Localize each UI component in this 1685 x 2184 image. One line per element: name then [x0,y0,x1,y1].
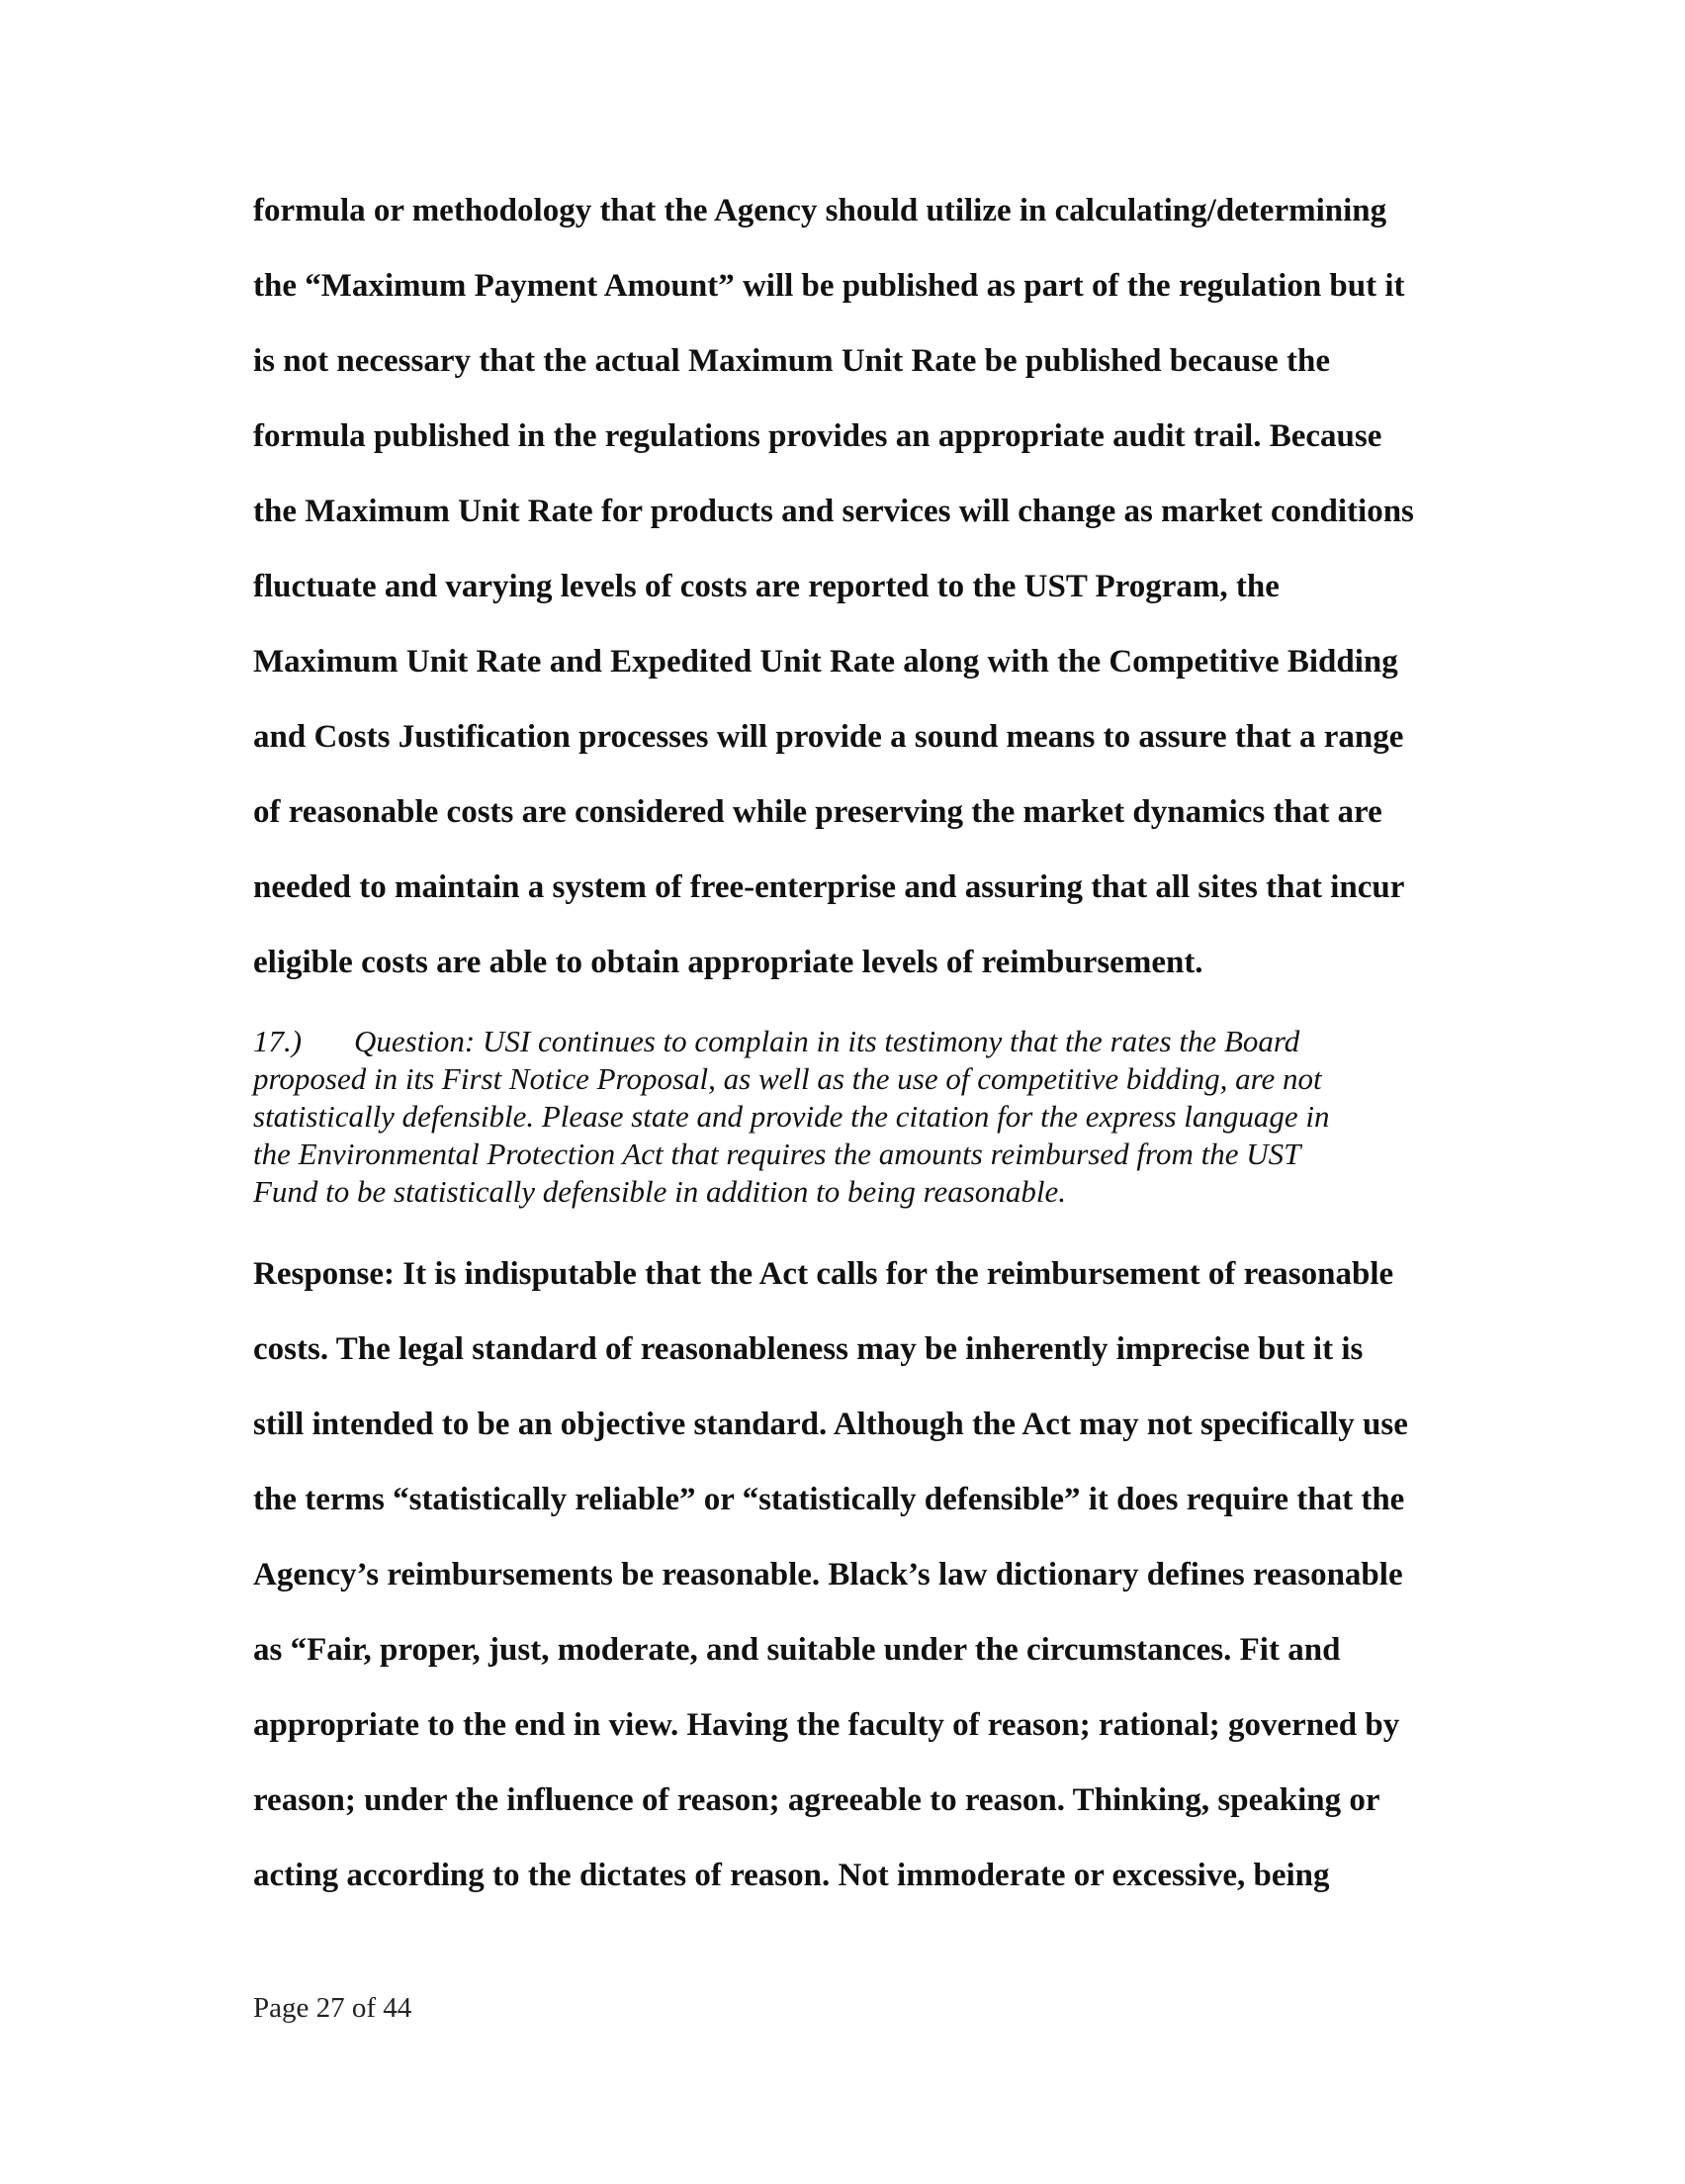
response-line: still intended to be an objective standard. Although the Act may not specifically use [253,1407,1408,1442]
question-line: the Environmental Protection Act that requires the amounts reimbursed from the UST [253,1137,1301,1171]
response-line: acting according to the dictates of reason. Not immoderate or excessive, being [253,1858,1330,1893]
question-line: statistically defensible. Please state and provide the citation for the express language in [253,1099,1330,1134]
question-first-line [253,1023,1440,1060]
response-line: reason; under the influence of reason; agreeable to reason. Thinking, speaking or [253,1782,1380,1818]
response-line: costs. The legal standard of reasonableness may be inherently imprecise but it is [253,1331,1364,1367]
response-line: as “Fair, proper, just, moderate, and suitable under the circumstances. Fit and [253,1632,1341,1668]
paragraph-line: needed to maintain a system of free-enterprise and assuring that all sites that incur [253,869,1405,905]
paragraph-line: formula published in the regulations provides an appropriate audit trail. Because [253,418,1382,454]
response-line: the terms “statistically reliable” or “statistically defensible” it does require that the [253,1482,1405,1517]
response-line: appropriate to the end in view. Having the faculty of reason; rational; governed by [253,1707,1400,1743]
paragraph-line: fluctuate and varying levels of costs are reported to the UST Program, the [253,569,1280,604]
response-line: Agency’s reimbursements be reasonable. Black’s law dictionary defines reasonable [253,1557,1403,1592]
question-block [253,1023,1440,1211]
response-line: Response: It is indisputable that the Act calls for the reimbursement of reasonable [253,1256,1394,1292]
question-line: Fund to be statistically defensible in addition to being reasonable. [253,1174,1066,1209]
paragraph-line: the Maximum Unit Rate for products and services will change as market conditions [253,494,1414,529]
question-line: Question: USI continues to complain in its testimony that the rates the Board [354,1024,1300,1058]
paragraph-line: of reasonable costs are considered while preserving the market dynamics that are [253,794,1382,830]
paragraph-line: and Costs Justification processes will provide a sound means to assure that a range [253,719,1404,755]
paragraph-line: Maximum Unit Rate and Expedited Unit Rate along with the Competitive Bidding [253,644,1398,680]
response-paragraph [253,1236,1440,1913]
page-number: Page 27 of 44 [253,1992,412,2024]
paragraph-line: eligible costs are able to obtain appropriate levels of reimbursement. [253,945,1203,980]
paragraph-line: formula or methodology that the Agency should utilize in calculating/determining [253,193,1387,228]
continuation-paragraph [253,173,1440,1000]
question-line: proposed in its First Notice Proposal, as well as the use of competitive bidding, are not [253,1061,1322,1096]
question-number: 17.) [253,1024,303,1058]
paragraph-line: is not necessary that the actual Maximum Unit Rate be published because the [253,343,1330,379]
paragraph-line: the “Maximum Payment Amount” will be published as part of the regulation but it [253,268,1405,304]
